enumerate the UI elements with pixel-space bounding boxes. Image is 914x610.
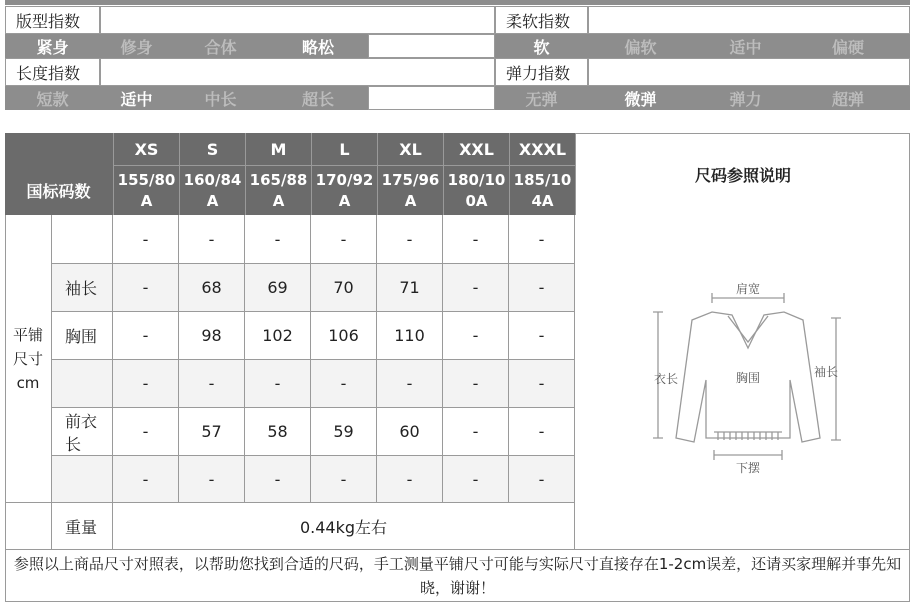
size-header-2: M [245,133,311,165]
soft-index-blank [588,6,910,34]
elastic-option-0: 无弹 [495,86,588,110]
elastic-option-3: 超弹 [798,86,898,110]
elastic-option-1: 微弹 [588,86,693,110]
top-strip [5,0,910,5]
flat-size-group-label: 平铺 尺寸 cm [5,215,52,503]
elastic-index-blank [588,58,910,86]
weight-label: 重量 [52,502,113,550]
size-cell: 69 [245,263,311,311]
size-cell: 59 [311,407,377,455]
soft-option-1: 偏软 [588,34,693,58]
row-name-2: 胸围 [52,311,113,359]
fit-option-3: 略松 [268,34,368,58]
size-header-5: XXL [443,133,509,165]
size-cell: - [245,455,311,503]
size-cell: - [509,359,575,407]
weight-row-blank [5,502,52,550]
fit-option-spacer [368,34,495,58]
size-cell: - [443,215,509,263]
standard-code-2: 165/88 A [245,165,311,215]
size-cell: 58 [245,407,311,455]
length-index-label: 长度指数 [5,58,100,86]
row-name-4: 前衣长 [52,407,113,455]
fit-index-blank [100,6,495,34]
length-index-blank [100,58,495,86]
size-cell: - [509,407,575,455]
fit-option-2: 合体 [173,34,268,58]
soft-option-0: 软 [495,34,588,58]
size-cell: 106 [311,311,377,359]
size-cell: 102 [245,311,311,359]
size-cell: - [443,311,509,359]
diagram-hem-label: 下摆 [735,461,761,475]
sweater-diagram [640,270,850,480]
size-cell: - [509,311,575,359]
size-cell: 60 [377,407,443,455]
size-cell: - [509,455,575,503]
size-cell: 71 [377,263,443,311]
standard-code-label: 国标码数 [5,165,112,215]
size-cell: - [311,359,377,407]
row-name-0 [52,215,113,263]
size-cell: - [113,215,179,263]
row-name-5 [52,455,113,503]
size-cell: - [509,263,575,311]
size-cell: - [179,359,245,407]
soft-option-3: 偏硬 [798,34,898,58]
standard-code-1: 160/84 A [179,165,245,215]
size-cell: - [377,359,443,407]
size-cell: - [443,407,509,455]
fit-option-0: 紧身 [5,34,100,58]
size-cell: - [377,215,443,263]
size-cell: - [179,455,245,503]
standard-code-6: 185/10 4A [509,165,575,215]
size-cell: 98 [179,311,245,359]
size-cell: 110 [377,311,443,359]
diagram-shoulder-label: 肩宽 [735,282,761,296]
size-cell: - [113,263,179,311]
size-header-4: XL [377,133,443,165]
size-cell: - [377,455,443,503]
length-option-3: 超长 [268,86,368,110]
size-cell: - [245,215,311,263]
length-option-0: 短款 [5,86,100,110]
size-cell: - [245,359,311,407]
diagram-length-label: 衣长 [653,372,679,386]
size-header-1: S [179,133,245,165]
standard-code-0: 155/80 A [113,165,179,215]
size-cell: 57 [179,407,245,455]
size-cell: - [113,311,179,359]
size-cell: - [179,215,245,263]
length-option-spacer [368,86,495,110]
size-cell: - [443,359,509,407]
length-option-1: 适中 [100,86,173,110]
size-cell: 70 [311,263,377,311]
size-cell: - [113,455,179,503]
elastic-index-label: 弹力指数 [495,58,588,86]
size-cell: - [509,215,575,263]
size-cell: - [311,215,377,263]
size-header-0: XS [113,133,179,165]
size-cell: - [311,455,377,503]
fit-index-label: 版型指数 [5,6,100,34]
size-cell: - [113,407,179,455]
diagram-sleeve-label: 袖长 [813,365,839,379]
weight-value: 0.44kg左右 [113,502,575,550]
standard-code-5: 180/10 0A [443,165,509,215]
length-option-2: 中长 [173,86,268,110]
size-cell: - [443,455,509,503]
diagram-chest-label: 胸围 [735,371,761,385]
soft-index-label: 柔软指数 [495,6,588,34]
footer-note: 参照以上商品尺寸对照表，以帮助您找到合适的尺码，手工测量平铺尺寸可能与实际尺寸直接存在1-2cm误差，还请买家理解并事先知晓，谢谢！ [5,550,910,602]
elastic-option-2: 弹力 [693,86,798,110]
size-cell: 68 [179,263,245,311]
size-cell: - [443,263,509,311]
fit-option-1: 修身 [100,34,173,58]
standard-code-3: 170/92 A [311,165,377,215]
soft-option-2: 适中 [693,34,798,58]
size-header-6: XXXL [509,133,575,165]
size-cell: - [113,359,179,407]
size-reference-title: 尺码参照说明 [575,133,910,215]
standard-code-4: 175/96 A [377,165,443,215]
row-name-3 [52,359,113,407]
row-name-1: 袖长 [52,263,113,311]
size-header-3: L [311,133,377,165]
